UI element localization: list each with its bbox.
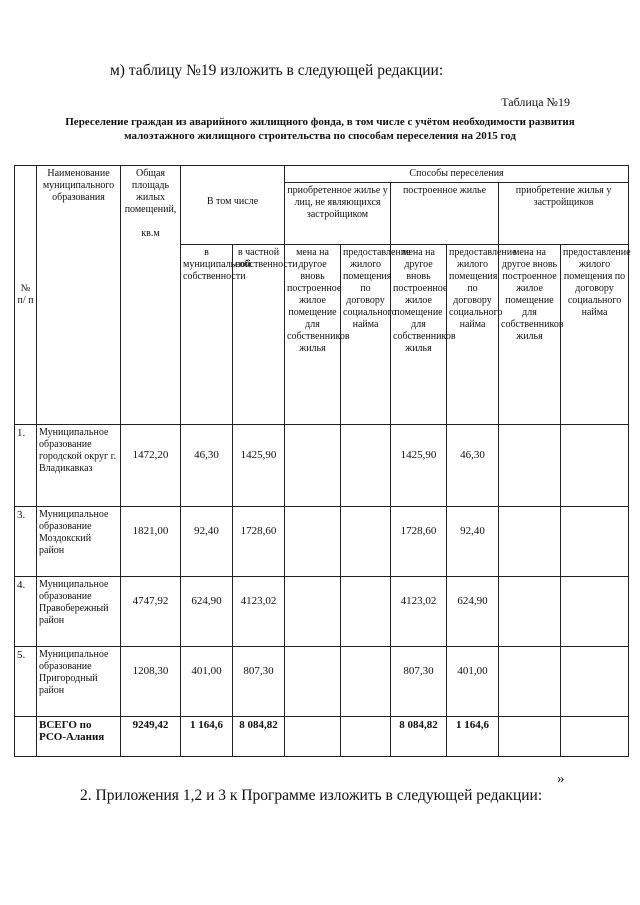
row-exchange [285, 425, 341, 507]
row-dev-provision [561, 577, 629, 647]
table-label: Таблица №19 [501, 95, 570, 109]
total-municipal: 1 164,6 [181, 717, 233, 757]
row-private: 1425,90 [233, 425, 285, 507]
row-dev-exchange [499, 577, 561, 647]
header-area [121, 166, 181, 425]
row-municipal: 46,30 [181, 425, 233, 507]
row-municipal: 401,00 [181, 647, 233, 717]
row-provision [341, 425, 391, 507]
row-built-provision: 401,00 [447, 647, 499, 717]
header-private: в частной собственности [233, 245, 285, 425]
table-heading: Переселение граждан из аварийного жилищного фонда, в том числе с учётом необходимости развития малоэтажного жилищного строительства по способам переселения на 2015 год [65, 116, 575, 142]
header-provision: предоставление жилого помещения по договору социального найма [341, 245, 391, 425]
row-municipal: 624,90 [181, 577, 233, 647]
row-exchange [285, 647, 341, 717]
total-built-exchange: 8 084,82 [391, 717, 447, 757]
total-exchange [285, 717, 341, 757]
row-num: 4. [15, 577, 37, 647]
total-provision [341, 717, 391, 757]
row-dev-provision [561, 507, 629, 577]
row-dev-provision [561, 425, 629, 507]
header-name: Наименование муниципального образования [37, 166, 121, 425]
row-private: 807,30 [233, 647, 285, 717]
total-built-provision: 1 164,6 [447, 717, 499, 757]
row-dev-provision [561, 647, 629, 717]
total-num [15, 717, 37, 757]
row-built-exchange: 807,30 [391, 647, 447, 717]
row-dev-exchange [499, 425, 561, 507]
row-name: Муниципальное образование городской округ г. Владикавказ [37, 425, 121, 507]
total-dev-exchange [499, 717, 561, 757]
row-private: 1728,60 [233, 507, 285, 577]
row-name: Муниципальное образование Пригородный район [37, 647, 121, 717]
total-private: 8 084,82 [233, 717, 285, 757]
row-name: Муниципальное образование Правобережный район [37, 577, 121, 647]
row-exchange [285, 577, 341, 647]
row-built-provision: 92,40 [447, 507, 499, 577]
closing-quote: » [557, 771, 565, 787]
total-row [15, 717, 629, 757]
header-area-unit: кв.м [141, 228, 160, 239]
row-area: 1208,30 [121, 647, 181, 717]
row-exchange [285, 507, 341, 577]
total-name: ВСЕГО по РСО-Алания [37, 717, 121, 757]
total-area: 9249,42 [121, 717, 181, 757]
row-dev-exchange [499, 647, 561, 717]
row-num: 5. [15, 647, 37, 717]
header-area-label: Общая площадь жилых помещений, [124, 168, 177, 215]
row-num: 3. [15, 507, 37, 577]
row-name: Муниципальное образование Моздокский район [37, 507, 121, 577]
header-exchange-dev: мена на другое вновь построенное жилое помещение для собственников жилья [499, 245, 561, 425]
header-provision-built: предоставление жилого помещения по договору социального найма [447, 245, 499, 425]
header-built: построенное жилье [391, 183, 499, 245]
header-provision-dev: предоставление жилого помещения по договору социального найма [561, 245, 629, 425]
row-area: 4747,92 [121, 577, 181, 647]
row-area: 1472,20 [121, 425, 181, 507]
row-built-provision: 46,30 [447, 425, 499, 507]
outro-text: 2. Приложения 1,2 и 3 к Программе изложить в следующей редакции: [80, 787, 543, 804]
row-built-exchange: 4123,02 [391, 577, 447, 647]
resettlement-table [14, 165, 629, 757]
row-built-exchange: 1728,60 [391, 507, 447, 577]
row-num: 1. [15, 425, 37, 507]
header-methods: Способы переселения [285, 166, 629, 183]
table-row [15, 647, 629, 717]
row-municipal: 92,40 [181, 507, 233, 577]
row-provision [341, 647, 391, 717]
table-row [15, 507, 629, 577]
row-private: 4123,02 [233, 577, 285, 647]
header-exchange-built: мена на другое вновь построенное жилое помещение для собственников жилья [391, 245, 447, 425]
row-area: 1821,00 [121, 507, 181, 577]
row-built-exchange: 1425,90 [391, 425, 447, 507]
table-row [15, 577, 629, 647]
intro-text: м) таблицу №19 изложить в следующей редакции: [110, 62, 444, 79]
total-dev-provision [561, 717, 629, 757]
row-provision [341, 507, 391, 577]
header-acquired-dev: приобретение жилья у застройщиков [499, 183, 629, 245]
header-municipal: в муниципальной собственности [181, 245, 233, 425]
header-num: № п/ п [15, 166, 37, 425]
table-row [15, 425, 629, 507]
row-provision [341, 577, 391, 647]
row-built-provision: 624,90 [447, 577, 499, 647]
header-acquired-non-dev: приобретенное жилье у лиц, не являющихся застройщиком [285, 183, 391, 245]
header-including: В том числе [181, 166, 285, 245]
header-exchange: мена на другое вновь построенное жилое помещение для собственников жилья [285, 245, 341, 425]
row-dev-exchange [499, 507, 561, 577]
